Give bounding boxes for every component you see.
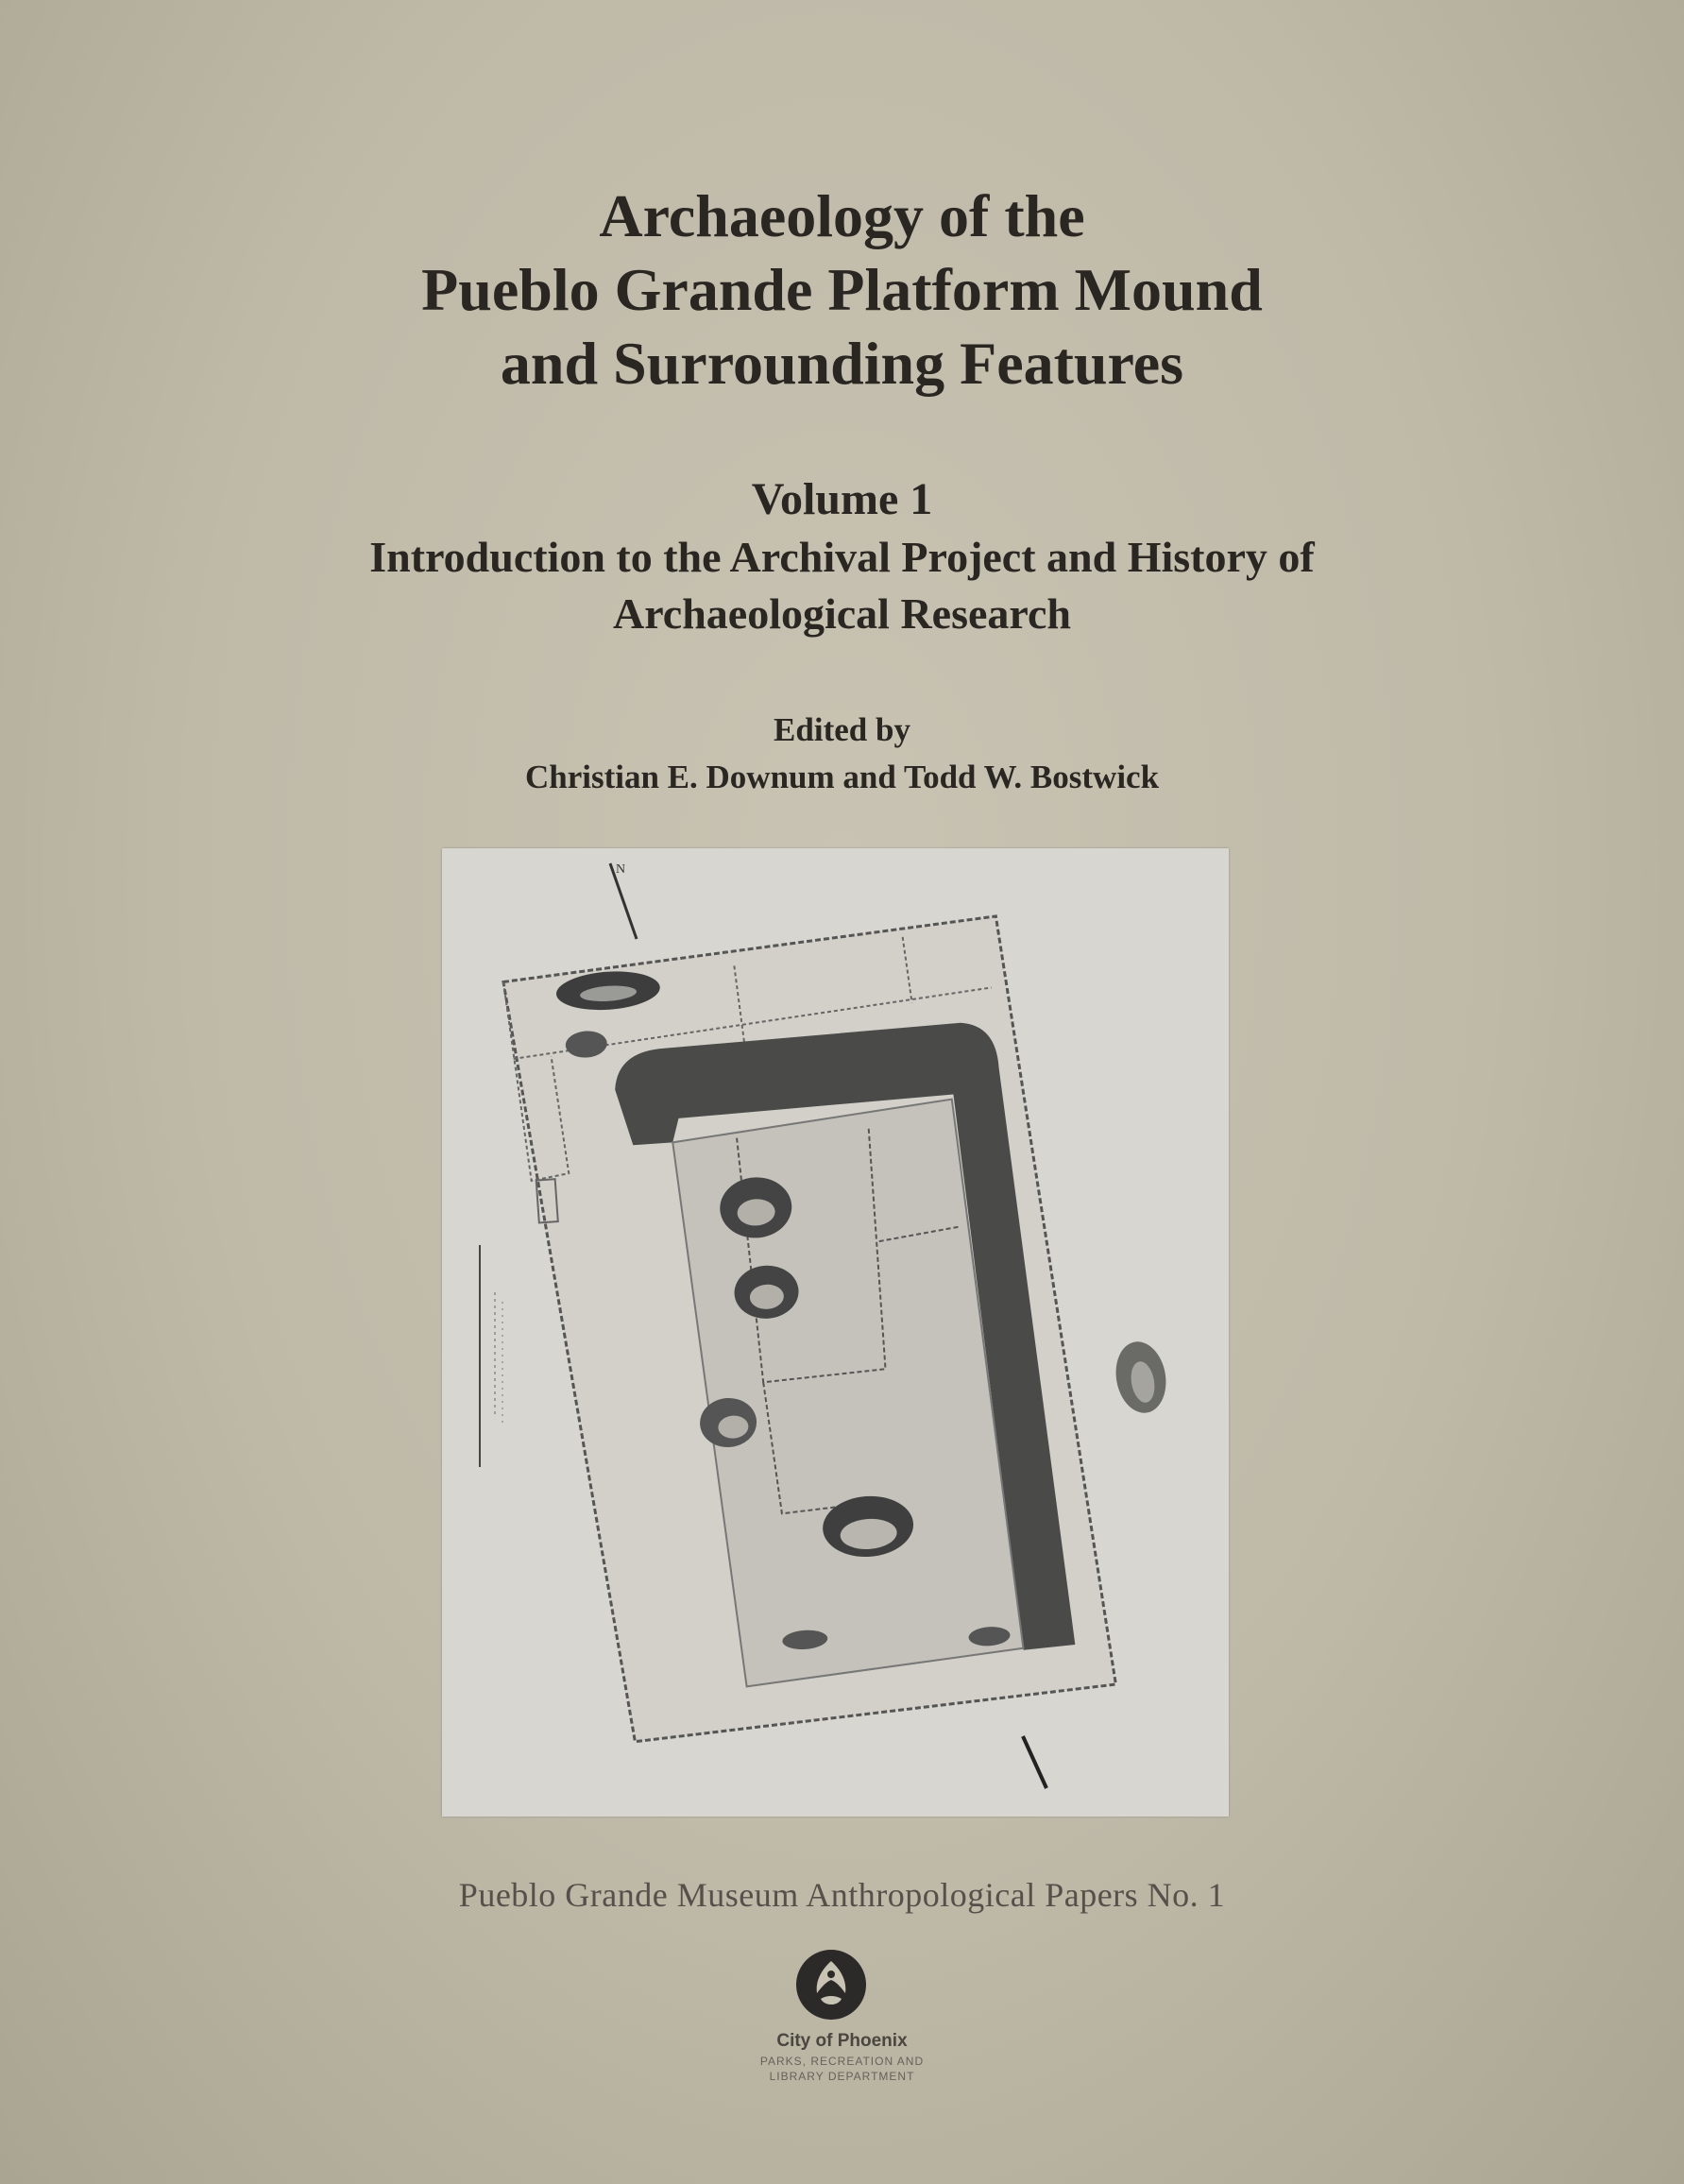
title-line-2: Pueblo Grande Platform Mound	[421, 256, 1263, 323]
volume-label: Volume 1	[751, 474, 933, 524]
volume-subtitle-line-2: Archaeological Research	[612, 589, 1072, 638]
phoenix-bird-logo-icon	[794, 1948, 868, 2022]
volume-heading	[0, 470, 1684, 642]
volume-subtitle-line-1: Introduction to the Archival Project and History of	[369, 533, 1315, 581]
title-line-3: and Surrounding Features	[500, 330, 1184, 397]
title-line-1: Archaeology of the	[599, 182, 1085, 249]
svg-text:N: N	[616, 862, 626, 877]
publisher-name: City of Phoenix	[776, 2031, 908, 2051]
publisher-block	[0, 2029, 1684, 2084]
edited-by-label: Edited by	[774, 711, 910, 748]
editor-credits	[0, 707, 1684, 801]
editor-names: Christian E. Downum and Todd W. Bostwick	[524, 759, 1160, 795]
map-illustration	[442, 848, 1229, 1817]
department-line-2: LIBRARY DEPARTMENT	[769, 2070, 915, 2083]
department-line-1: PARKS, RECREATION AND	[759, 2055, 925, 2068]
book-title	[0, 179, 1684, 401]
series-title: Pueblo Grande Museum Anthropological Papers No. 1	[458, 1876, 1226, 1914]
platform-mound-map-drawing	[442, 848, 1229, 1817]
